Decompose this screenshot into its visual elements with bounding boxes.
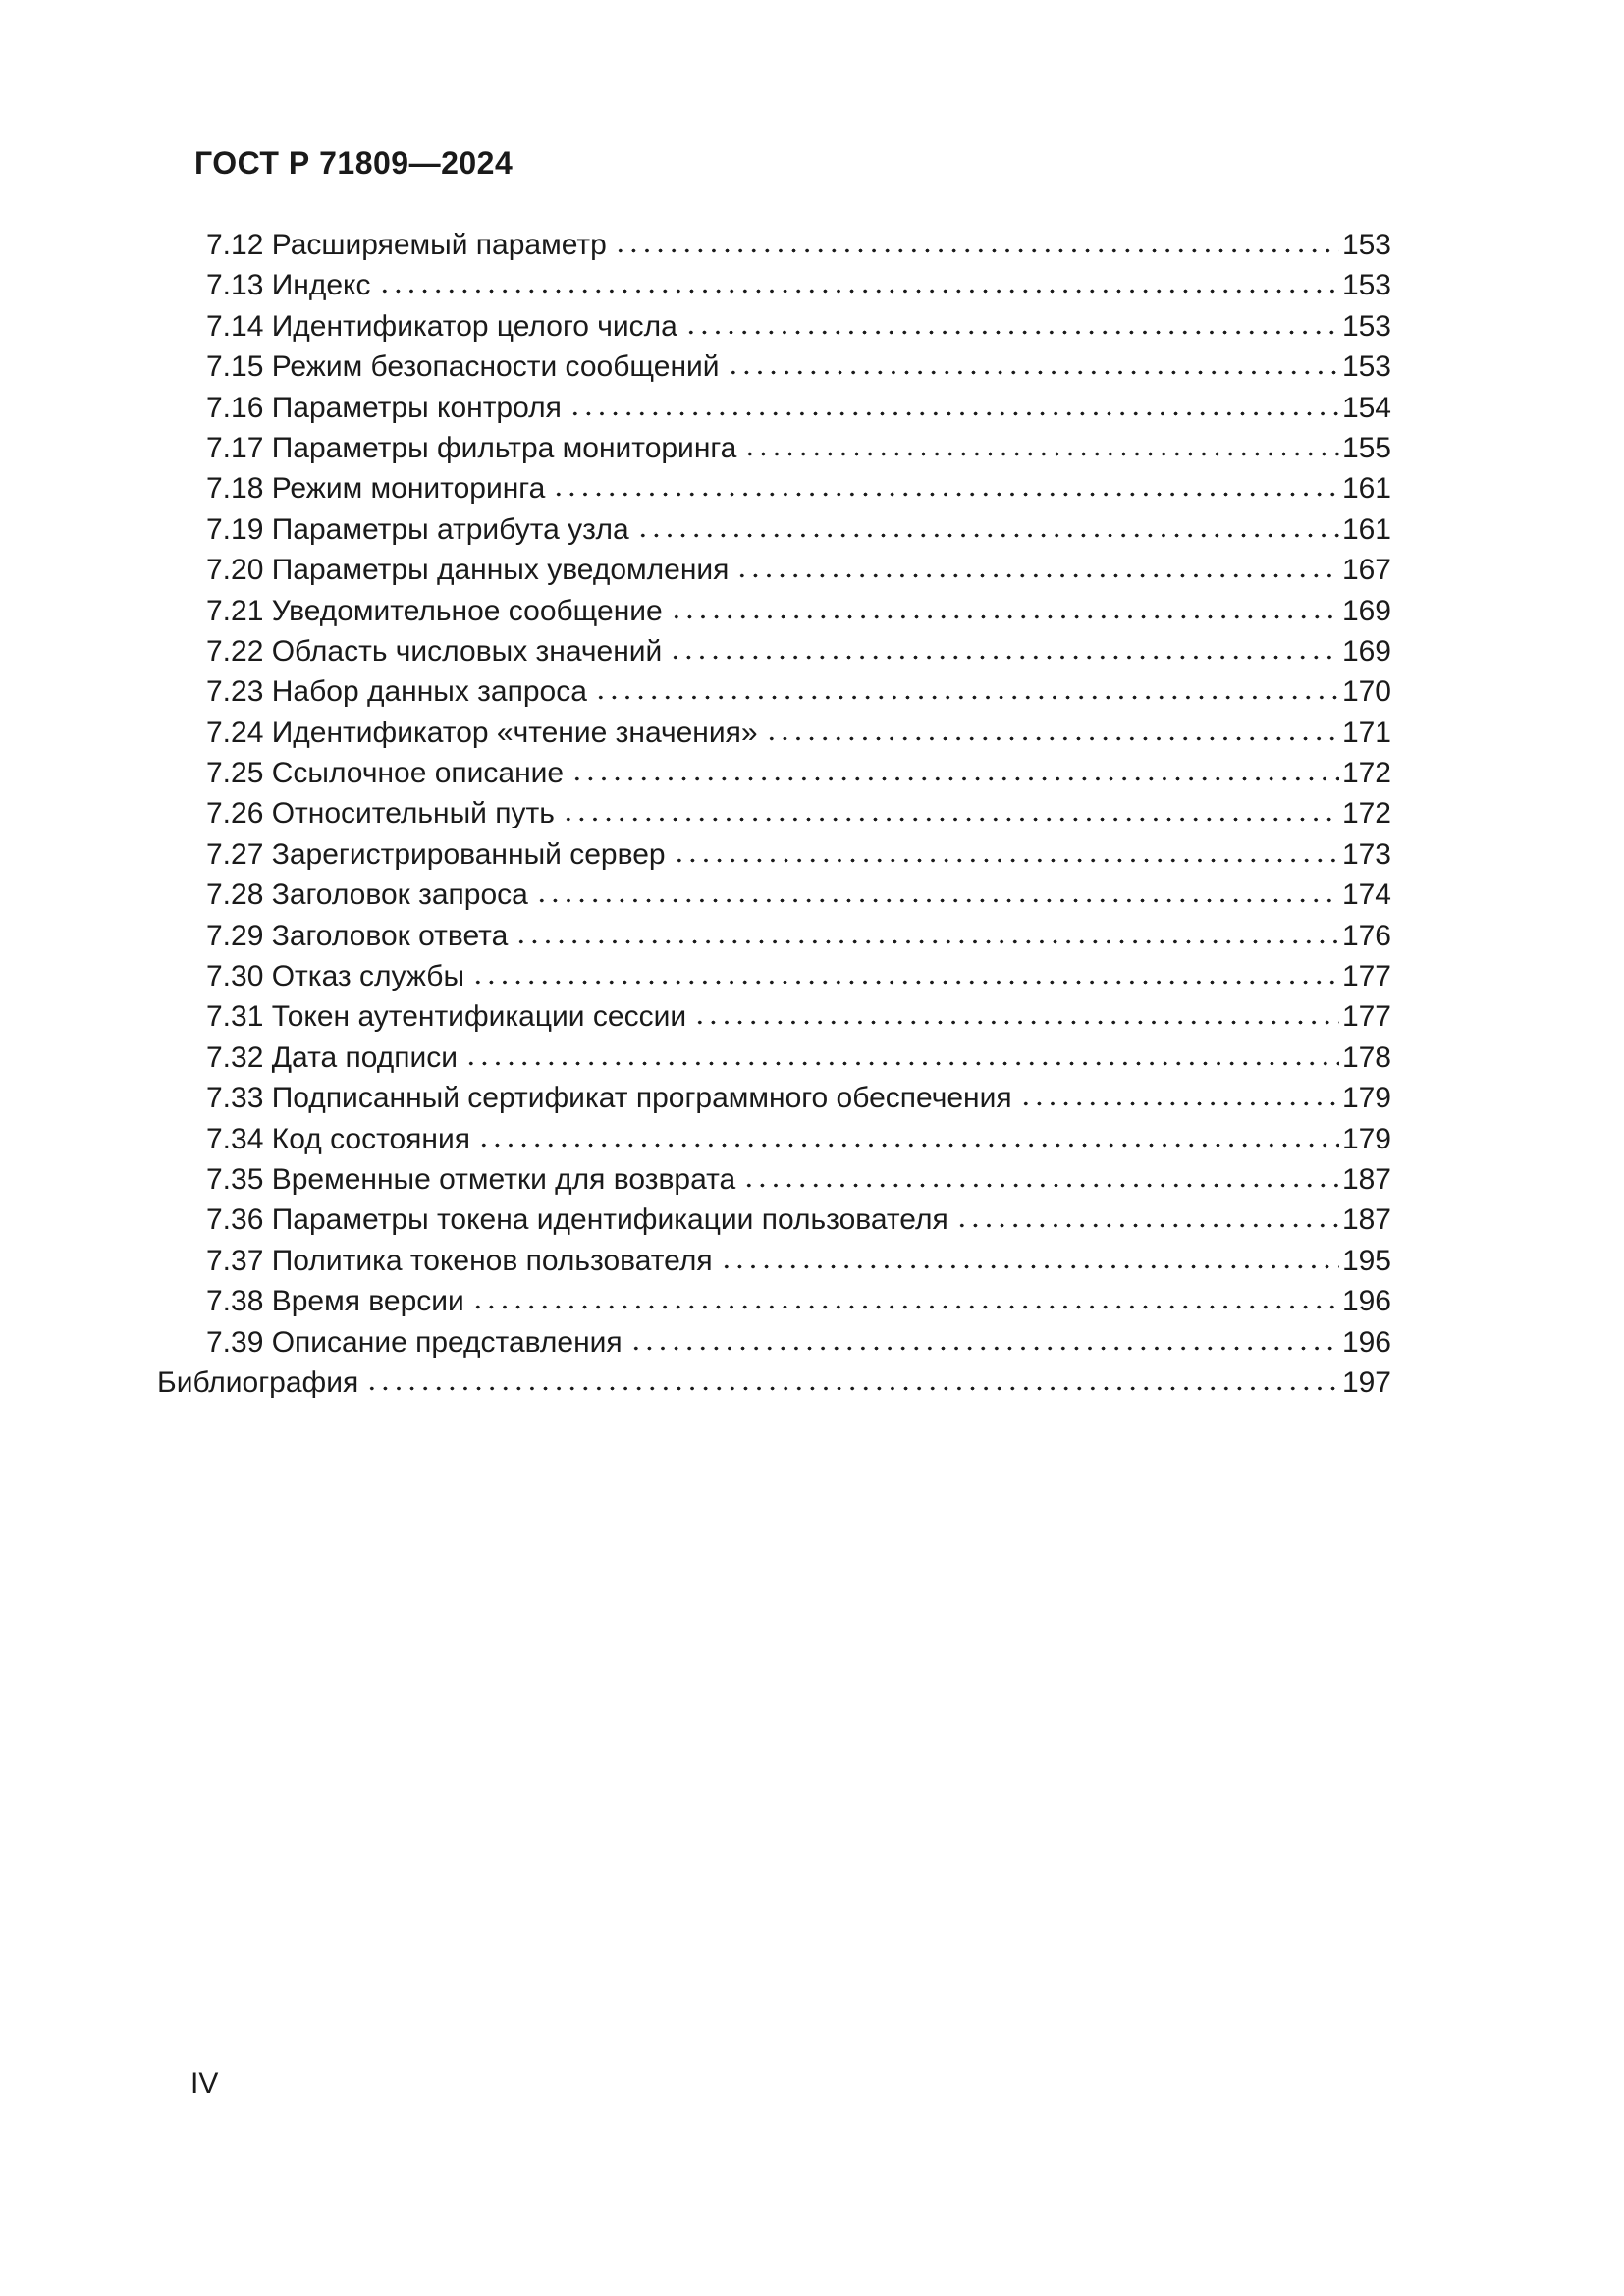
dot-leader [670,614,1339,620]
dot-leader [535,897,1339,904]
toc-entry-page-number: 153 [1341,350,1391,384]
toc-entry-page-number: 161 [1341,472,1391,506]
dot-leader [693,1019,1339,1026]
toc-entry-page-number: 177 [1341,960,1391,993]
toc-entry-page-number: 154 [1341,391,1391,424]
toc-entry [157,1078,1391,1118]
dot-leader [636,532,1339,539]
toc-entry-page-number: 196 [1341,1325,1391,1359]
dot-leader [594,694,1339,701]
toc-entry-label: 7.14 Идентификатор целого числа [206,309,677,343]
table-of-contents [157,225,1391,1403]
toc-entry-label: 7.36 Параметры токена идентификации пользователя [206,1203,948,1237]
toc-entry-page-number: 167 [1341,554,1391,587]
toc-entry-page-number: 153 [1341,229,1391,261]
toc-entry [157,225,1391,265]
toc-entry-label: 7.26 Относительный путь [206,797,555,830]
toc-entry [157,631,1391,671]
dot-leader [464,1060,1339,1067]
toc-entry [157,834,1391,875]
toc-entry-label: 7.39 Описание представления [206,1325,623,1359]
toc-entry-label: 7.24 Идентификатор «чтение значения» [206,716,758,749]
toc-entry-label: 7.17 Параметры фильтра мониторинга [206,431,737,464]
dot-leader [727,369,1339,376]
toc-entry [157,1200,1391,1240]
toc-entry [157,550,1391,590]
dot-leader [743,451,1339,457]
toc-entry-page-number: 153 [1341,269,1391,302]
dot-leader [477,1142,1339,1148]
dot-leader [471,1304,1339,1310]
toc-entry-page-number: 177 [1341,1000,1391,1034]
toc-entry [157,388,1391,428]
toc-entry-page-number: 196 [1341,1285,1391,1318]
toc-entry-label: 7.33 Подписанный сертификат программного обеспечения [206,1082,1012,1115]
toc-entry-page-number: 169 [1341,594,1391,627]
toc-entry-page-number: 178 [1341,1041,1391,1074]
toc-entry [157,265,1391,305]
toc-entry [157,1322,1391,1362]
toc-entry-page-number: 174 [1341,879,1391,912]
toc-entry [157,1362,1391,1403]
toc-entry-page-number: 153 [1341,309,1391,343]
toc-entry-label: 7.21 Уведомительное сообщение [206,594,663,627]
toc-entry-label: 7.34 Код состояния [206,1122,470,1155]
toc-entry [157,956,1391,996]
toc-entry [157,713,1391,753]
toc-entry [157,671,1391,712]
document-header: ГОСТ Р 71809—2024 [194,145,514,181]
dot-leader [735,572,1339,579]
toc-entry [157,793,1391,833]
toc-entry-label: 7.20 Параметры данных уведомления [206,554,730,587]
toc-entry-page-number: 172 [1341,797,1391,830]
toc-entry-page-number: 155 [1341,431,1391,464]
toc-entry-label: 7.25 Ссылочное описание [206,757,565,790]
dot-leader [471,979,1339,986]
toc-entry [157,468,1391,508]
toc-entry-page-number: 169 [1341,634,1391,667]
toc-entry-page-number: 179 [1341,1082,1391,1115]
dot-leader [955,1222,1339,1229]
toc-entry [157,428,1391,468]
dot-leader [562,816,1339,823]
toc-entry [157,347,1391,387]
toc-entry-label: 7.19 Параметры атрибута узла [206,512,629,546]
toc-entry-page-number: 187 [1341,1203,1391,1237]
toc-entry-label: 7.30 Отказ службы [206,960,465,993]
dot-leader [514,938,1339,945]
dot-leader [552,491,1339,498]
toc-entry-page-number: 171 [1341,716,1391,749]
dot-leader [684,329,1339,336]
toc-entry [157,1241,1391,1281]
toc-entry [157,1281,1391,1321]
toc-entry [157,996,1391,1037]
toc-entry-label: 7.22 Область числовых значений [206,634,663,667]
toc-entry-page-number: 197 [1341,1365,1391,1399]
dot-leader [742,1182,1339,1189]
dot-leader [669,654,1339,661]
toc-entry-label: 7.18 Режим мониторинга [206,472,546,506]
dot-leader [1019,1100,1339,1107]
dot-leader [365,1385,1339,1392]
toc-entry [157,1119,1391,1159]
toc-entry [157,916,1391,956]
dot-leader [614,247,1339,254]
toc-entry-page-number: 195 [1341,1244,1391,1277]
dot-leader [673,857,1339,864]
dot-leader [629,1345,1339,1352]
dot-leader [378,288,1339,294]
toc-entry-label: 7.12 Расширяемый параметр [206,229,607,261]
toc-entry-label: 7.32 Дата подписи [206,1041,459,1074]
toc-entry-page-number: 173 [1341,837,1391,871]
toc-entry-page-number: 161 [1341,512,1391,546]
toc-entry-label: 7.23 Набор данных запроса [206,675,587,709]
dot-leader [720,1263,1339,1270]
toc-entry-label: 7.27 Зарегистрированный сервер [206,837,666,871]
toc-entry-label: 7.16 Параметры контроля [206,391,562,424]
toc-entry-label: Библиография [157,1365,359,1399]
toc-entry-page-number: 179 [1341,1122,1391,1155]
toc-entry [157,306,1391,347]
toc-entry [157,591,1391,631]
toc-entry-page-number: 170 [1341,675,1391,709]
toc-entry [157,1038,1391,1078]
toc-entry [157,875,1391,915]
toc-entry-label: 7.13 Индекс [206,269,371,302]
toc-entry-page-number: 187 [1341,1162,1391,1196]
toc-entry-label: 7.28 Заголовок запроса [206,879,528,912]
toc-entry [157,1159,1391,1200]
page-number: IV [190,2067,219,2100]
toc-entry [157,509,1391,550]
toc-entry-label: 7.31 Токен аутентификации сессии [206,1000,687,1034]
toc-entry-label: 7.35 Временные отметки для возврата [206,1162,736,1196]
toc-entry [157,753,1391,793]
dot-leader [765,735,1339,742]
toc-entry-label: 7.29 Заголовок ответа [206,919,509,952]
toc-entry-page-number: 176 [1341,919,1391,952]
toc-entry-label: 7.38 Время версии [206,1285,464,1318]
dot-leader [568,410,1339,417]
toc-entry-label: 7.15 Режим безопасности сообщений [206,350,720,384]
toc-entry-page-number: 172 [1341,757,1391,790]
toc-entry-label: 7.37 Политика токенов пользователя [206,1244,713,1277]
dot-leader [570,775,1339,782]
